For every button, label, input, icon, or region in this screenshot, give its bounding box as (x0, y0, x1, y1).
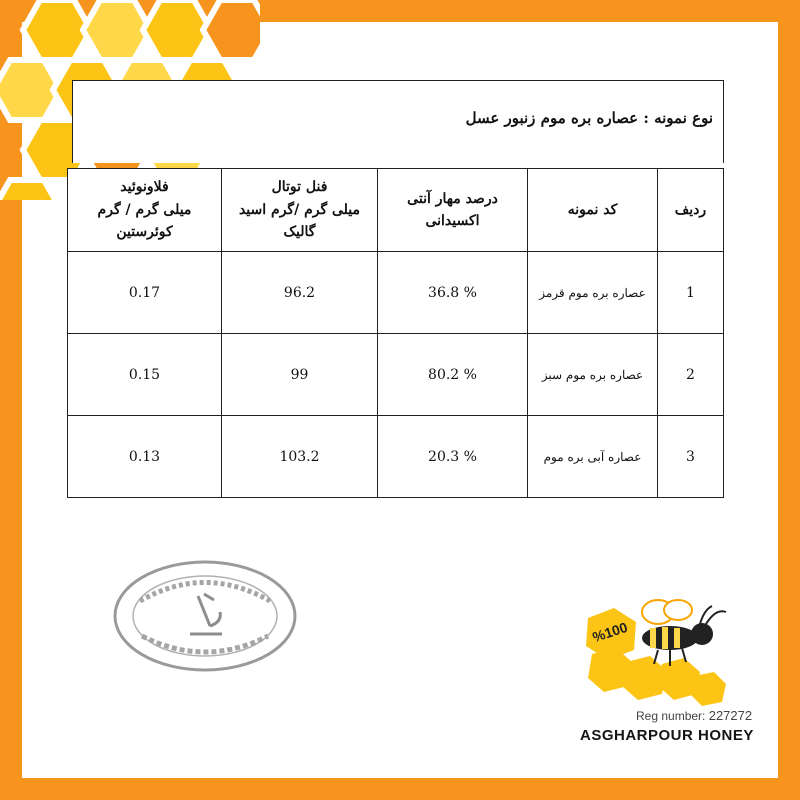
reg-value: 227272 (708, 708, 753, 723)
cell-row-no: 2 (658, 334, 724, 416)
cell-sample-code: عصاره بره موم سبز (528, 334, 658, 416)
sample-type-box (72, 80, 724, 163)
cell-flavonoid: 0.15 (68, 334, 222, 416)
table-row (68, 252, 724, 334)
cell-antioxidant: % 80.2 (378, 334, 528, 416)
cell-flavonoid: 0.13 (68, 416, 222, 498)
lab-stamp-icon (110, 556, 300, 676)
registration-number (636, 708, 752, 723)
results-table (67, 168, 724, 498)
cell-sample-code: عصاره آبی بره موم (528, 416, 658, 498)
logo-badge-text: %100 (590, 618, 630, 646)
header-antioxidant: درصد مهار آنتی اکسیدانی (378, 169, 528, 252)
brand-logo (566, 590, 766, 760)
header-total-phenol (222, 169, 378, 252)
sample-type-title: نوع نمونه : عصاره بره موم زنبور عسل (465, 109, 713, 127)
table-row (68, 416, 724, 498)
table-header-row (68, 169, 724, 252)
header-row-no: ردیف (658, 169, 724, 252)
header-flavonoid (68, 169, 222, 252)
header-flavonoid-title: فلاونوئید (120, 179, 169, 196)
header-sample-code: کد نمونه (528, 169, 658, 252)
cell-phenol: 96.2 (222, 252, 378, 334)
cell-flavonoid: 0.17 (68, 252, 222, 334)
cell-sample-code: عصاره بره موم قرمز (528, 252, 658, 334)
cell-row-no: 1 (658, 252, 724, 334)
reg-label: Reg number: (636, 709, 706, 723)
table-row (68, 334, 724, 416)
header-flavonoid-unit: میلی گرم / گرم کوئرستین (97, 201, 192, 241)
header-phenol-unit: میلی گرم /گرم اسید گالیک (238, 201, 361, 241)
cell-antioxidant: % 20.3 (378, 416, 528, 498)
brand-name: ASGHARPOUR HONEY (580, 727, 754, 744)
header-phenol-title: فنل توتال (271, 179, 328, 196)
cell-row-no: 3 (658, 416, 724, 498)
cell-antioxidant: % 36.8 (378, 252, 528, 334)
cell-phenol: 99 (222, 334, 378, 416)
cell-phenol: 103.2 (222, 416, 378, 498)
